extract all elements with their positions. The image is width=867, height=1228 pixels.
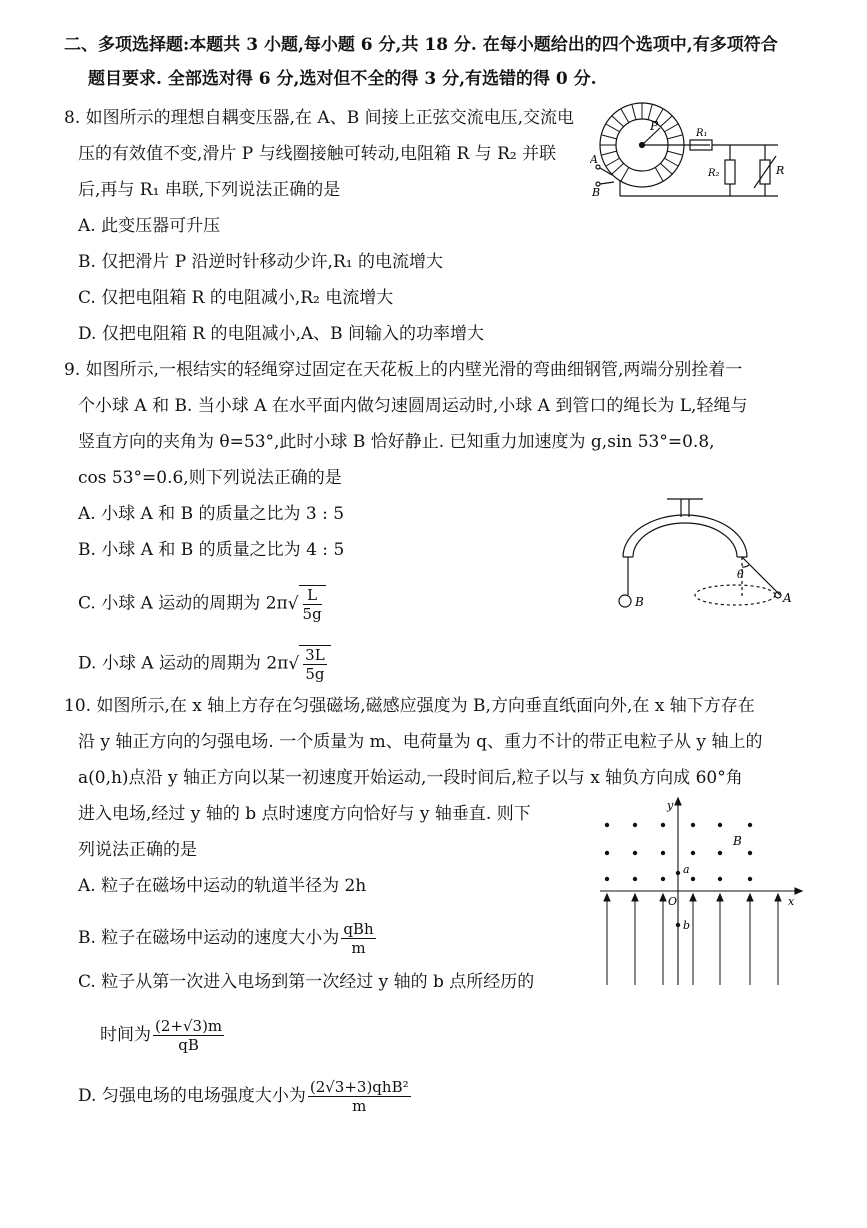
q8-option-b[interactable]: B. 仅把滑片 P 沿逆时针移动少许,R₁ 的电流增大 bbox=[78, 252, 443, 272]
q8-stem-line3: 后,再与 R₁ 串联,下列说法正确的是 bbox=[78, 180, 341, 200]
fig10-label-bfield: B bbox=[733, 834, 742, 848]
q10-stem-line1: 10. 如图所示,在 x 轴上方存在匀强磁场,磁感应强度为 B,方向垂直纸面向外,在 x 轴下方存在 bbox=[64, 696, 755, 716]
q9-option-d-prefix: D. 小球 A 运动的周期为 2π bbox=[78, 653, 289, 674]
q9-option-d-sqrt: √ $\frac{3L}{5g}$ bbox=[288, 645, 330, 683]
q10-option-d-prefix: D. 匀强电场的电场强度大小为 bbox=[78, 1086, 306, 1106]
fig10-label-y: y bbox=[667, 799, 674, 812]
fig10-label-x: x bbox=[788, 895, 795, 908]
q8-option-c[interactable]: C. 仅把电阻箱 R 的电阻减小,R₂ 电流增大 bbox=[78, 288, 394, 308]
q10-option-b-prefix: B. 粒子在磁场中运动的速度大小为 bbox=[78, 928, 340, 948]
q9-option-c-den: 5g bbox=[302, 605, 322, 623]
q8-option-a[interactable]: A. 此变压器可升压 bbox=[78, 216, 221, 236]
q8-stem-line1: 8. 如图所示的理想自耦变压器,在 A、B 间接上正弦交流电压,交流电 bbox=[64, 108, 575, 128]
q10-option-b[interactable] bbox=[78, 920, 378, 957]
q9-option-c-sqrt: √ $\frac{L}{5g}$ bbox=[288, 585, 326, 623]
q9-option-d-den: 5g bbox=[305, 665, 325, 683]
q9-stem-line4: cos 53°=0.6,则下列说法正确的是 bbox=[78, 468, 342, 488]
q10-option-d-den: m bbox=[352, 1097, 367, 1115]
q8-option-d[interactable]: D. 仅把电阻箱 R 的电阻减小,A、B 间输入的功率增大 bbox=[78, 324, 485, 344]
q9-option-c[interactable] bbox=[78, 585, 326, 623]
fig8-label-p: P bbox=[650, 119, 659, 133]
fig10-label-b: b bbox=[683, 919, 691, 932]
q10-option-b-num: qBh bbox=[343, 920, 374, 938]
fig8-label-r: R bbox=[776, 164, 785, 177]
fig9-label-theta: θ bbox=[737, 568, 744, 581]
q10-option-d-num: (2√3+3)qhB² bbox=[309, 1078, 409, 1096]
q10-option-d[interactable] bbox=[78, 1078, 413, 1115]
q9-option-c-num: L bbox=[303, 586, 322, 605]
q10-stem-line5: 列说法正确的是 bbox=[78, 840, 197, 860]
q10-option-a[interactable]: A. 粒子在磁场中运动的轨道半径为 2h bbox=[78, 876, 367, 896]
q10-stem-line4: 进入电场,经过 y 轴的 b 点时速度方向恰好与 y 轴垂直. 则下 bbox=[78, 804, 531, 824]
q10-option-c-prefix: 时间为 bbox=[100, 1025, 151, 1045]
fig8-label-b: B bbox=[592, 186, 601, 199]
q9-tube-figure bbox=[605, 495, 805, 615]
q9-option-d[interactable] bbox=[78, 645, 331, 683]
q9-option-b[interactable]: B. 小球 A 和 B 的质量之比为 4 : 5 bbox=[78, 540, 345, 560]
section-header-line1: 二、多项选择题:本题共 3 小题,每小题 6 分,共 18 分. 在每小题给出的四个选项中,有多项符合 bbox=[64, 35, 778, 55]
q10-field-figure bbox=[590, 795, 805, 990]
fig9-label-b: B bbox=[635, 595, 644, 609]
q9-stem-line1: 9. 如图所示,一根结实的轻绳穿过固定在天花板上的内壁光滑的弯曲细钢管,两端分别拴着一 bbox=[64, 360, 743, 380]
q9-stem-line3: 竖直方向的夹角为 θ=53°,此时小球 B 恰好静止. 已知重力加速度为 g,sin 53°=0.8, bbox=[78, 432, 715, 452]
q10-option-b-den: m bbox=[351, 939, 366, 957]
fig8-label-a: A bbox=[590, 153, 598, 166]
q9-option-d-num: 3L bbox=[305, 646, 325, 664]
q10-option-c-line2[interactable] bbox=[100, 1017, 226, 1054]
fig9-label-a: A bbox=[783, 591, 792, 605]
fig10-label-a: a bbox=[683, 863, 690, 876]
q10-stem-line2: 沿 y 轴正方向的匀强电场. 一个质量为 m、电荷量为 q、重力不计的带正电粒子从 y 轴上的 bbox=[78, 732, 763, 752]
q9-option-a[interactable]: A. 小球 A 和 B 的质量之比为 3 : 5 bbox=[78, 504, 345, 524]
section-header-line2: 题目要求. 全部选对得 6 分,选对但不全的得 3 分,有选错的得 0 分. bbox=[88, 69, 597, 89]
q10-option-c-line1[interactable]: C. 粒子从第一次进入电场到第一次经过 y 轴的 b 点所经历的 bbox=[78, 972, 535, 992]
q9-stem-line2: 个小球 A 和 B. 当小球 A 在水平面内做匀速圆周运动时,小球 A 到管口的绳长为 L,轻绳与 bbox=[78, 396, 748, 416]
q8-stem-line2: 压的有效值不变,滑片 P 与线圈接触可转动,电阻箱 R 与 R₂ 并联 bbox=[78, 144, 557, 164]
q10-option-c-den: qB bbox=[178, 1036, 199, 1054]
fig10-label-o: O bbox=[668, 895, 678, 908]
q10-option-c-num: (2+√3)m bbox=[155, 1017, 223, 1035]
fig8-label-r1: R₁ bbox=[696, 128, 708, 139]
q10-stem-line3: a(0,h)点沿 y 轴正方向以某一初速度开始运动,一段时间后,粒子以与 x 轴负方向成 60°角 bbox=[78, 768, 743, 788]
q9-option-c-prefix: C. 小球 A 运动的周期为 2π bbox=[78, 593, 288, 614]
q8-transformer-figure bbox=[590, 100, 800, 210]
fig8-label-r2: R₂ bbox=[708, 168, 720, 179]
